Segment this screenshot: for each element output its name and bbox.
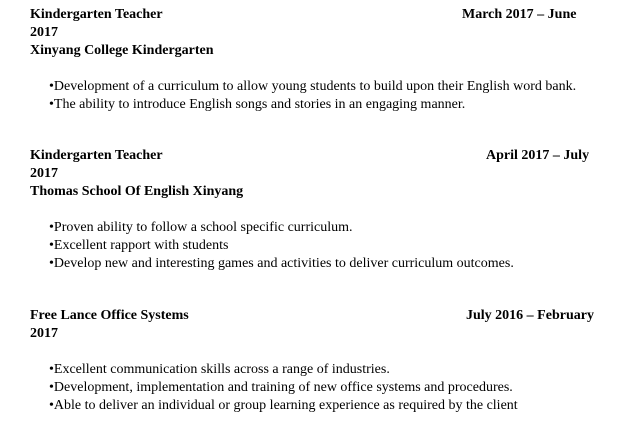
duties-list [30,78,600,114]
duty-item: •Proven ability to follow a school specific curriculum. [49,220,353,235]
duties-list [30,361,600,415]
duty-item: •The ability to introduce English songs and stories in an engaging manner. [49,97,466,112]
job-title: Free Lance Office Systems [30,308,189,323]
duty-item: •Excellent rapport with students [49,238,229,253]
job-dates-year: 2017 [30,326,58,341]
job-header [30,147,600,165]
job-dates-year: 2017 [30,166,58,181]
job-entry [30,307,600,415]
duty-item: •Excellent communication skills across a range of industries. [49,362,390,377]
job-dates: March 2017 – June [462,7,577,22]
duties-list [30,219,600,273]
job-dates-year: 2017 [30,25,58,40]
job-entry [30,6,600,114]
job-title: Kindergarten Teacher [30,7,163,22]
duty-item: •Able to deliver an individual or group learning experience as required by the client [49,398,518,413]
duty-item: •Development of a curriculum to allow young students to build upon their English word bank. [49,79,577,94]
duty-item: •Development, implementation and training of new office systems and procedures. [49,380,513,395]
employer-name: Thomas School Of English Xinyang [30,184,244,199]
employer-name: Xinyang College Kindergarten [30,43,214,58]
job-dates: April 2017 – July [486,148,590,163]
job-dates: July 2016 – February [466,308,594,323]
job-title: Kindergarten Teacher [30,148,163,163]
job-header [30,6,600,24]
job-header [30,307,600,325]
job-entry [30,147,600,273]
duty-item: •Develop new and interesting games and activities to deliver curriculum outcomes. [49,256,514,271]
